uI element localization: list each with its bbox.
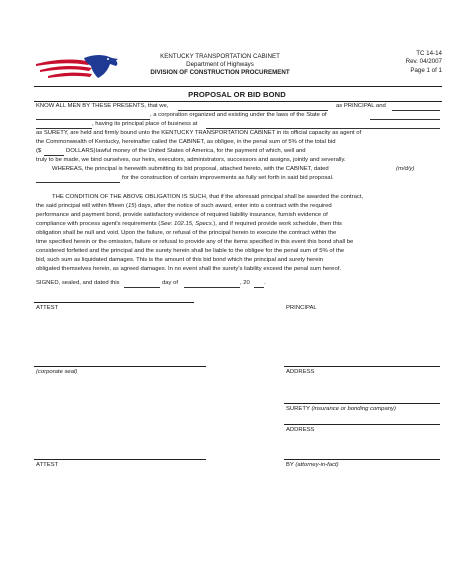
body-line-1b: as PRINCIPAL and	[336, 103, 386, 109]
body-line-2: , a corporation organized and existing under the laws of the State of	[150, 112, 327, 118]
amount-field[interactable]	[44, 155, 64, 156]
title-top-rule	[34, 86, 442, 87]
month-field[interactable]	[184, 287, 240, 288]
principal-name-field[interactable]	[178, 110, 328, 111]
condition-line-1: THE CONDITION OF THE ABOVE OBLIGATION IS SUCH, that if the aforesaid principal shall be awarded the contract,	[52, 194, 364, 200]
attest-signature-line[interactable]	[34, 366, 206, 367]
signed-line-d: .	[264, 280, 266, 286]
body-line-6c: lawful money of the United States of America, for the payment of which, well and	[96, 148, 306, 154]
condition-line-2: the said principal will within fifteen (15) days, after the notice of such award, enter into a contract with the required	[36, 203, 332, 209]
body-line-6a: ($	[36, 148, 42, 154]
attest-label-2: ATTEST	[36, 462, 59, 468]
address-line-1[interactable]	[284, 403, 440, 404]
form-title: PROPOSAL OR BID BOND	[188, 90, 286, 99]
year-field[interactable]	[254, 287, 264, 288]
body-line-6b: DOLLARS)	[66, 148, 96, 154]
signed-line-a: SIGNED, sealed, and dated this	[36, 280, 120, 286]
principal-label: PRINCIPAL	[286, 305, 317, 311]
header-center	[120, 53, 320, 77]
bid-date-field[interactable]	[36, 182, 120, 183]
corporation-name-field[interactable]	[36, 119, 150, 120]
state-field[interactable]	[370, 119, 440, 120]
condition-line-8: bid, such sum as liquidated damages. This is the amount of this bid bond which the principal and surety herein	[36, 257, 324, 263]
title-bottom-rule	[34, 101, 442, 102]
eagle-logo-icon	[34, 50, 120, 84]
state-field-cont[interactable]	[36, 128, 92, 129]
division-name: DIVISION OF CONSTRUCTION PROCUREMENT	[150, 69, 290, 76]
body-line-8b: (m/d/y)	[396, 166, 415, 172]
department-name: Department of Highways	[186, 61, 254, 68]
signed-line-c: , 20	[240, 280, 250, 286]
attest-2-top-rule	[34, 459, 206, 460]
address-line-2[interactable]	[284, 459, 440, 460]
address-label-2: ADDRESS	[286, 427, 315, 433]
revision: Rev. 04/2007	[405, 58, 442, 66]
signed-line-b: day of	[162, 280, 179, 286]
principal-signature-line[interactable]	[284, 366, 440, 367]
condition-line-9: obligated themselves herein, as agreed damages. In no event shall the surety's liability exceed the penal sum hereof.	[36, 266, 342, 272]
margin-guide	[34, 101, 35, 102]
principal-name-field-cont[interactable]	[392, 110, 440, 111]
condition-line-5: obligation shall be null and void. Upon the failure, or refusal of the principal herein to execute the contract within the	[36, 230, 337, 236]
condition-line-3: performance and payment bond, provide satisfactory evidence of required liability insurance, furnish evidence of	[36, 212, 328, 218]
body-line-3: , having its principal place of business at	[92, 121, 198, 127]
condition-line-7: considered forfeited and the principal and the surety herein shall be liable to the obligee for the penal sum of 5% of the	[36, 248, 345, 254]
surety-label: SURETY (insurance or bonding company)	[286, 406, 396, 412]
body-line-4: as SURETY, are held and firmly bound unto the KENTUCKY TRANSPORTATION CABINET in its official capacity as agent of	[36, 130, 362, 136]
attest-label-1: ATTEST	[36, 305, 59, 311]
form-number: TC 14-14	[416, 50, 442, 57]
attest-top-rule	[34, 302, 194, 303]
by-label: BY (attorney-in-fact)	[286, 462, 339, 468]
body-line-7: truly to be made, we bind ourselves, our heirs, executors, administrators, successors and assigns, jointly and severally.	[36, 157, 346, 163]
condition-line-4: compliance with process agent's requirements (See: 102.15, Specs.), and if required provide work schedule, then this	[36, 221, 342, 227]
address-label-1: ADDRESS	[286, 369, 315, 375]
condition-line-6: time specified herein or the omission, failure or refusal to provide any of the items specified in this event this bond shall be	[36, 239, 354, 245]
body-line-9: for the construction of certain improvements as fully set forth in said bid proposal.	[122, 175, 334, 181]
page-number: Page 1 of 1	[410, 66, 442, 74]
body-line-1a: KNOW ALL MEN BY THESE PRESENTS, that we,	[36, 103, 169, 109]
day-field[interactable]	[124, 287, 160, 288]
place-of-business-field[interactable]	[206, 128, 440, 129]
corporate-seal-label: (corporate seal)	[36, 369, 78, 375]
agency-name: KENTUCKY TRANSPORTATION CABINET	[160, 53, 280, 60]
surety-line[interactable]	[284, 424, 440, 425]
body-line-5: the Commonwealth of Kentucky, hereinafter called the CABINET, as obligee, in the penal sum of 5% of the total bid	[36, 139, 336, 145]
header-right	[406, 50, 442, 75]
body-line-8a: WHEREAS, the principal is herewith submitting its bid proposal, attached hereto, with the CABINET, dated	[52, 166, 329, 172]
